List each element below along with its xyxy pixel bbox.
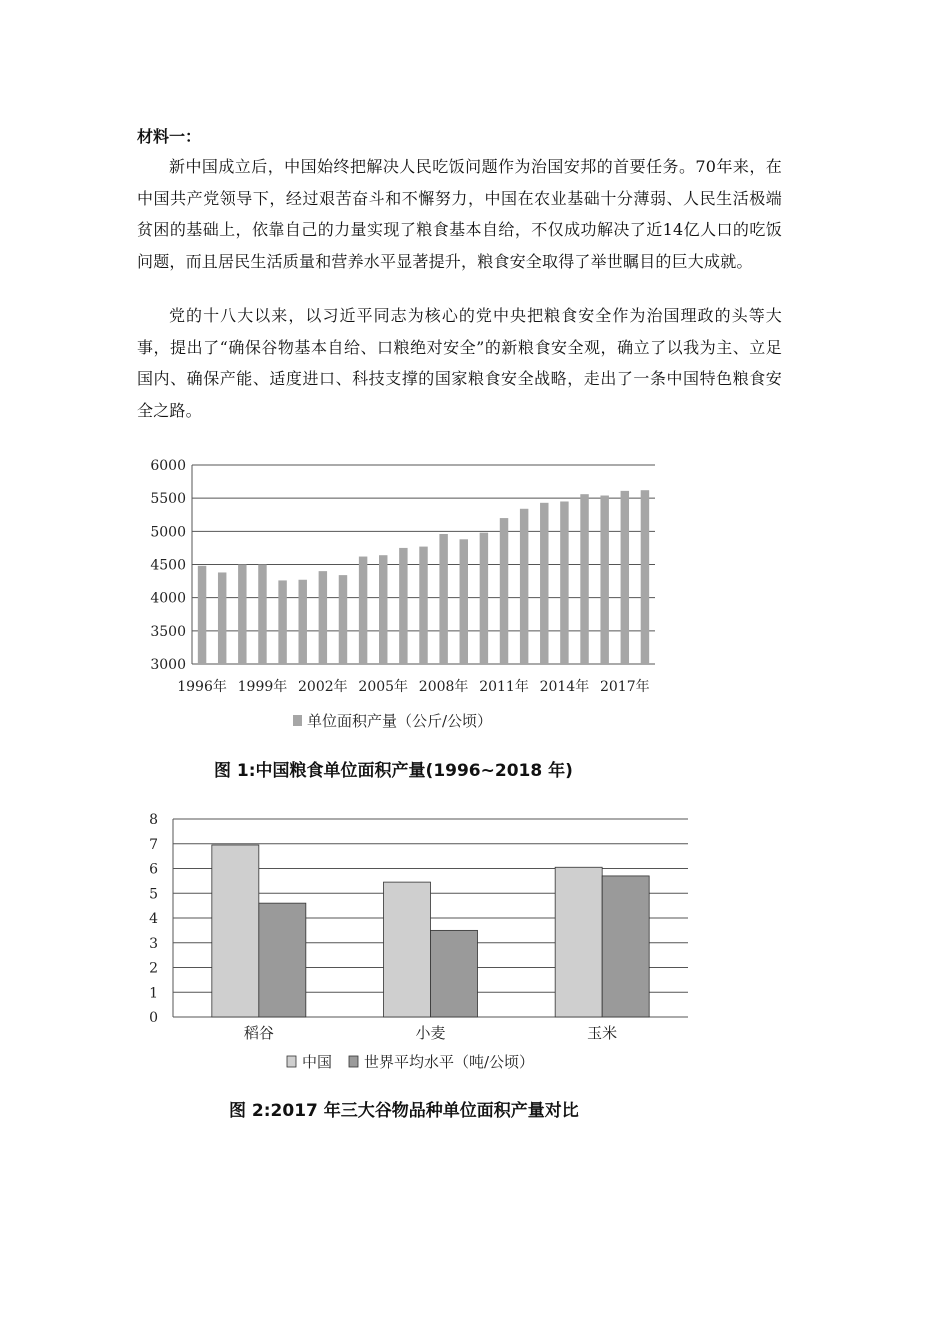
chart1-bar-1999 — [258, 565, 266, 665]
chart2-category-label: 小麦 — [415, 1024, 446, 1042]
chart1-bar-1997 — [218, 572, 226, 664]
chart2-category-label: 玉米 — [587, 1024, 618, 1042]
chart2-legend-swatch-world — [349, 1056, 358, 1067]
chart2-bars — [212, 845, 649, 1017]
chart1-x-tick: 1996年 — [177, 679, 227, 695]
chart2-y-tick-labels — [149, 812, 158, 1026]
chart1-bar-2015 — [580, 494, 588, 664]
chart2-y-tick: 4 — [149, 911, 158, 927]
chart2-caption: 图 2:2017 年三大谷物品种单位面积产量对比 — [229, 1101, 579, 1121]
chart1-y-tick: 3500 — [150, 623, 186, 640]
chart2-legend-label-china: 中国 — [302, 1053, 333, 1071]
chart1-bar-2014 — [560, 501, 568, 664]
chart1-bar-2011 — [500, 518, 508, 664]
chart1-y-tick: 6000 — [150, 458, 186, 474]
chart1-bar-2010 — [480, 533, 488, 664]
chart1-bar-2001 — [298, 580, 306, 664]
chart1-bar-2003 — [339, 575, 347, 664]
chart2-category-label: 稻谷 — [243, 1024, 274, 1042]
chart2-legend-swatch-china — [287, 1056, 296, 1067]
chart1-y-tick-labels — [150, 458, 186, 673]
paragraph-1: 新中国成立后，中国始终把解决人民吃饭问题作为治国安邦的首要任务。70年来，在中国共产党领导下，经过艰苦奋斗和不懈努力，中国在农业基础十分薄弱、人民生活极端贫困的基础上，依靠自己的力量实现了粮食基本自给，不仅成功解决了近14亿人口的吃饭问题，而且居民生活质量和营养水平显著提升，粮食安全取得了举世瞩目的巨大成就。 — [137, 157, 782, 271]
chart2-y-tick: 3 — [149, 935, 158, 952]
chart2-y-tick: 2 — [149, 960, 158, 977]
chart1-bar-2006 — [399, 548, 407, 664]
material-heading: 材料一： — [137, 127, 202, 146]
chart1-bar-2004 — [359, 557, 367, 664]
chart2-y-tick: 5 — [149, 886, 158, 903]
chart1-bar-1996 — [198, 566, 206, 664]
chart2-y-tick: 7 — [149, 836, 158, 853]
chart1-x-tick-labels — [177, 678, 649, 695]
chart2-bar-world-0 — [259, 903, 306, 1017]
chart2-y-tick: 0 — [149, 1010, 158, 1026]
chart1-bars — [198, 490, 649, 664]
chart1-y-tick: 4000 — [150, 590, 186, 607]
chart1-x-tick: 1999年 — [237, 679, 288, 695]
chart1-x-tick: 2005年 — [358, 679, 409, 695]
chart1-bar-2002 — [319, 571, 327, 664]
chart1-bar-2005 — [379, 555, 387, 664]
chart1-bar-2018 — [641, 490, 649, 664]
chart1-bar-2007 — [419, 547, 427, 664]
chart2-bar-china-2 — [555, 867, 602, 1017]
chart1-y-tick: 5500 — [150, 491, 186, 508]
chart-grain-yield-1996-2018 — [140, 452, 680, 752]
chart1-y-tick: 4500 — [150, 557, 186, 574]
chart1-bar-2012 — [520, 509, 528, 664]
chart1-bar-2016 — [600, 496, 608, 664]
chart1-y-tick: 3000 — [150, 657, 186, 673]
chart2-bar-china-1 — [384, 882, 431, 1017]
chart1-x-tick: 2014年 — [539, 679, 590, 695]
chart2-legend-label-world: 世界平均水平（吨/公顷） — [364, 1053, 535, 1071]
chart1-bar-2009 — [460, 539, 468, 664]
chart-cereal-yield-comparison-2017 — [140, 808, 700, 1078]
chart1-y-tick: 5000 — [150, 524, 186, 541]
chart2-y-tick: 1 — [149, 985, 158, 1002]
chart1-bar-2000 — [278, 580, 286, 664]
chart1-x-tick: 2017年 — [599, 679, 650, 695]
chart2-bar-world-1 — [431, 930, 478, 1017]
chart2-bar-china-0 — [212, 845, 259, 1017]
chart1-legend-swatch — [293, 715, 302, 726]
chart2-bar-world-2 — [602, 876, 649, 1017]
chart2-y-tick: 8 — [149, 812, 158, 828]
chart1-bar-1998 — [238, 565, 246, 665]
chart2-category-labels — [244, 1024, 617, 1042]
chart1-bar-2008 — [439, 534, 447, 664]
chart1-bar-2013 — [540, 503, 548, 664]
chart1-x-tick: 2002年 — [298, 679, 348, 695]
chart1-legend-label: 单位面积产量（公斤/公顷） — [307, 712, 493, 730]
chart1-caption: 图 1:中国粮食单位面积产量(1996~2018 年) — [214, 761, 573, 781]
paragraph-2: 党的十八大以来，以习近平同志为核心的党中央把粮食安全作为治国理政的头等大事，提出了“确保谷物基本自给、口粮绝对安全”的新粮食安全观，确立了以我为主、立足国内、确保产能、适度进口、科技支撑的国家粮食安全战略，走出了一条中国特色粮食安全之路。 — [137, 306, 782, 420]
chart1-x-tick: 2011年 — [479, 679, 529, 695]
chart1-x-tick: 2008年 — [418, 679, 469, 695]
chart1-bar-2017 — [621, 491, 629, 664]
chart2-y-tick: 6 — [149, 861, 158, 878]
